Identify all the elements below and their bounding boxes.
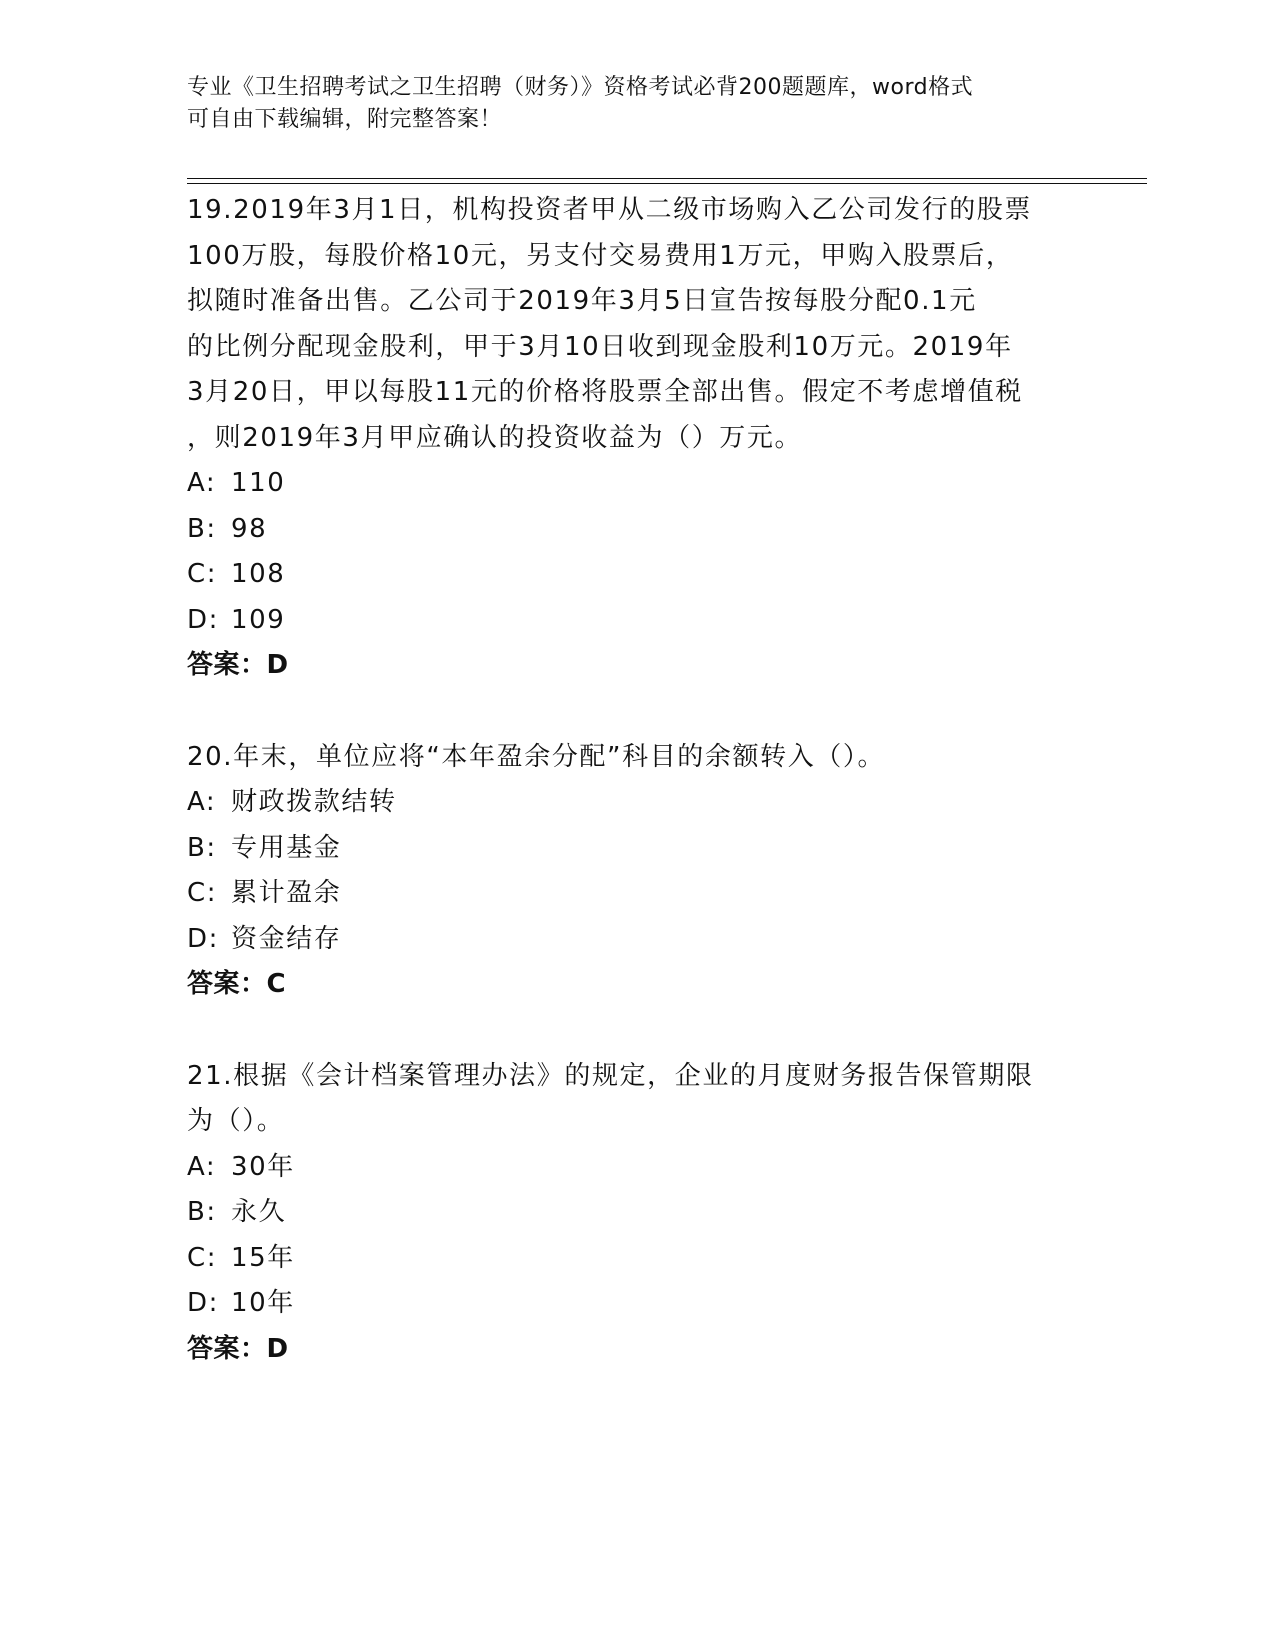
option-text: 财政拨款结转 (231, 787, 397, 817)
question-stem-line: 20.年末，单位应将“本年盈余分配”科目的余额转入（）。 (187, 741, 886, 772)
option-d (187, 917, 1087, 963)
option-text: 30年 (231, 1151, 295, 1182)
document-header (187, 72, 1067, 136)
option-key: B: (187, 832, 217, 863)
option-text: 15年 (231, 1242, 295, 1273)
option-text: 10年 (231, 1288, 295, 1318)
option-text: 108 (231, 559, 286, 589)
option-text: 永久 (231, 1197, 287, 1227)
option-key: C: (187, 878, 218, 908)
option-key: B: (187, 1197, 217, 1227)
option-c (187, 552, 1087, 598)
option-d (187, 1281, 1087, 1327)
option-a (187, 461, 1087, 507)
option-c (187, 1236, 1087, 1282)
question-20 (187, 735, 1087, 1008)
option-key: A: (187, 1151, 217, 1182)
option-text: 98 (231, 513, 268, 544)
question-stem-line: 的比例分配现金股利，甲于3月10日收到现金股利10万元。2019年 (187, 331, 1013, 362)
question-21 (187, 1054, 1087, 1373)
header-divider-bottom (187, 183, 1147, 184)
option-key: D: (187, 1288, 219, 1318)
option-key: D: (187, 604, 219, 635)
question-stem-line: 21.根据《会计档案管理办法》的规定，企业的月度财务报告保管期限 (187, 1060, 1034, 1091)
answer-line: 答案：C (187, 969, 287, 999)
question-stem-line: 100万股，每股价格10元，另支付交易费用1万元，甲购入股票后， (187, 240, 1014, 271)
answer-line: 答案：D (187, 1333, 289, 1364)
option-a (187, 780, 1087, 826)
header-divider-top (187, 178, 1147, 179)
option-key: C: (187, 559, 218, 589)
option-text: 109 (231, 604, 286, 635)
header-title-line: 专业《卫生招聘考试之卫生招聘（财务）》资格考试必背200题题库，word格式 (187, 75, 974, 100)
option-text: 资金结存 (231, 923, 342, 954)
option-b (187, 507, 1087, 553)
option-text: 专用基金 (231, 832, 342, 863)
header-subtitle-line: 可自由下载编辑，附完整答案！ (187, 107, 503, 132)
option-text: 累计盈余 (231, 878, 342, 908)
option-key: A: (187, 468, 217, 498)
question-stem-line: ，则2019年3月甲应确认的投资收益为（）万元。 (187, 422, 803, 453)
question-stem-line: 为（）。 (187, 1106, 285, 1136)
question-list (187, 188, 1087, 1418)
option-text: 110 (231, 468, 286, 498)
option-key: B: (187, 513, 217, 544)
option-c (187, 871, 1087, 917)
option-key: A: (187, 787, 217, 817)
option-key: C: (187, 1242, 218, 1273)
option-b (187, 1190, 1087, 1236)
question-stem-line: 拟随时准备出售。乙公司于2019年3月5日宣告按每股分配0.1元 (187, 286, 977, 316)
question-stem-line: 19.2019年3月1日，机构投资者甲从二级市场购入乙公司发行的股票 (187, 195, 1033, 225)
option-key: D: (187, 923, 219, 954)
option-a (187, 1145, 1087, 1191)
question-19 (187, 188, 1087, 689)
option-b (187, 826, 1087, 872)
answer-line: 答案：D (187, 650, 289, 680)
question-stem-line: 3月20日，甲以每股11元的价格将股票全部出售。假定不考虑增值税 (187, 377, 1023, 407)
option-d (187, 598, 1087, 644)
